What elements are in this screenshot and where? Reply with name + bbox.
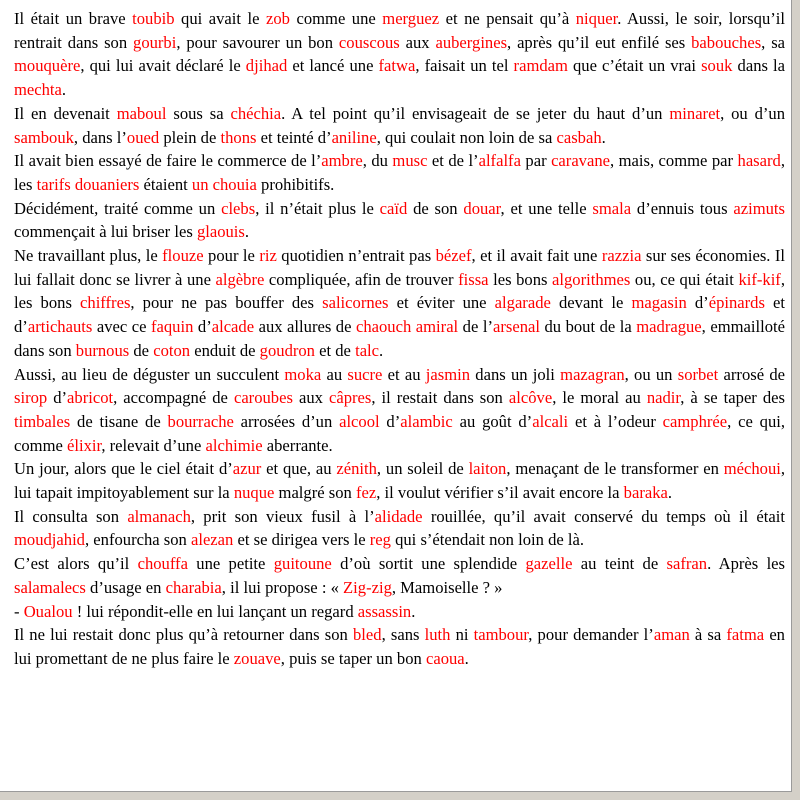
text-run: , il n’était plus le (255, 198, 380, 218)
text-run: ! lui répondit-elle en lui lançant un regard (72, 601, 358, 621)
highlighted-word: zouave (233, 648, 281, 668)
highlighted-word: talc (355, 340, 380, 360)
text-run: Aussi, au lieu de déguster un succulent (14, 364, 285, 384)
highlighted-word: razzia (601, 246, 642, 266)
paragraph (14, 552, 785, 599)
highlighted-word: alcade (211, 317, 255, 337)
text-run: commençait à lui briser les (14, 222, 197, 242)
highlighted-word: sorbet (677, 364, 719, 384)
text-run: . (61, 80, 67, 100)
text-run: . (464, 648, 469, 668)
text-run: , le moral au (552, 388, 647, 408)
highlighted-word: baraka (623, 483, 668, 503)
highlighted-word: glaouis (196, 222, 245, 242)
text-run: de son (407, 198, 464, 218)
text-run: - (14, 601, 24, 621)
text-run: , pour ne pas bouffer des (130, 293, 323, 313)
text-run: aux allures de (254, 317, 356, 337)
highlighted-word: alambic (400, 411, 453, 431)
paragraph (14, 600, 785, 624)
text-run: ni (450, 625, 474, 645)
highlighted-word: coton (153, 340, 191, 360)
text-run: arrosé de (718, 364, 785, 384)
highlighted-word: kif-kif (738, 269, 781, 289)
text-run: , ce qui, comme (14, 411, 786, 455)
highlighted-word: arsenal (492, 317, 540, 337)
highlighted-word: artichauts (27, 317, 93, 337)
text-run: d’ (193, 317, 212, 337)
highlighted-word: tambour (473, 625, 529, 645)
highlighted-word: souk (701, 56, 733, 76)
highlighted-word: douar (463, 198, 501, 218)
text-run: , sa (761, 32, 786, 52)
text-run: , après qu’il eut enfilé ses (507, 32, 692, 52)
highlighted-word: babouches (691, 32, 762, 52)
text-run: , sans (381, 625, 425, 645)
highlighted-word: ramdam (513, 56, 568, 76)
text-run: , il voulut vérifier s’il avait encore la (376, 483, 624, 503)
text-run: et d’ (14, 293, 786, 337)
highlighted-word: algorithmes (552, 269, 631, 289)
highlighted-word: sucre (347, 364, 383, 384)
text-run: , du (362, 151, 393, 171)
vertical-scrollbar-edge[interactable] (792, 0, 800, 800)
highlighted-word: aubergines (435, 32, 508, 52)
text-run: Il consulta son (14, 506, 128, 526)
text-run: dans la (732, 56, 785, 76)
highlighted-word: faquin (150, 317, 194, 337)
text-run: et de (314, 340, 356, 360)
text-run: , menaçant de le transformer en (506, 459, 724, 479)
text-run: d’où sortit une splendide (331, 554, 526, 574)
text-run: , et une telle (500, 198, 593, 218)
text-run: les bons (488, 269, 553, 289)
text-run: , il restait dans son (371, 388, 509, 408)
text-run: , à se taper des (680, 388, 785, 408)
text-run: dans un joli (470, 364, 561, 384)
text-run: étaient (139, 174, 192, 194)
text-run: , ou d’un (720, 103, 786, 123)
highlighted-word: algèbre (215, 269, 265, 289)
text-run: devant le (550, 293, 632, 313)
highlighted-word: élixir (67, 435, 102, 455)
text-run: , lui tapait impitoyablement sur la (14, 459, 786, 503)
highlighted-word: oued (126, 127, 160, 147)
text-run: au teint de (572, 554, 667, 574)
text-run: de (129, 340, 154, 360)
highlighted-word: caroubes (233, 388, 293, 408)
text-run: et éviter une (388, 293, 495, 313)
highlighted-word: salicornes (322, 293, 389, 313)
highlighted-word: merguez (382, 9, 440, 28)
highlighted-word: goudron (259, 340, 315, 360)
highlighted-word: gourbi (133, 32, 177, 52)
text-run: C’est alors qu’il (14, 554, 138, 574)
paragraph (14, 457, 785, 504)
highlighted-word: madrague (636, 317, 702, 337)
text-run: de l’ (458, 317, 493, 337)
text-run: et teinté d’ (256, 127, 332, 147)
text-run: et de l’ (427, 151, 479, 171)
text-run: , puis se taper un bon (280, 648, 426, 668)
text-run: , accompagné de (113, 388, 234, 408)
text-run: avec ce (92, 317, 151, 337)
highlighted-word: almanach (127, 506, 191, 526)
paragraph (14, 363, 785, 458)
text-run: rouillée, qu’il avait conservé du temps où il était (422, 506, 785, 526)
highlighted-word: salamalecs (14, 577, 86, 597)
highlighted-word: ambre (321, 151, 363, 171)
highlighted-word: Zig-zig (343, 577, 392, 597)
highlighted-word: méchoui (723, 459, 781, 479)
highlighted-word: charabia (165, 577, 222, 597)
highlighted-word: mazagran (560, 364, 625, 384)
highlighted-word: hasard (737, 151, 781, 171)
text-run: qui s’étendait non loin de là. (390, 530, 585, 550)
highlighted-word: zénith (336, 459, 377, 479)
text-run: au (321, 364, 348, 384)
highlighted-word: caïd (379, 198, 408, 218)
text-run: pour le (203, 246, 260, 266)
text-run: Il en devenait (14, 103, 117, 123)
text-run: . (411, 601, 416, 621)
highlighted-word: minaret (669, 103, 721, 123)
text-run: ou, ce qui était (630, 269, 739, 289)
text-run: et que, au (261, 459, 337, 479)
highlighted-word: azur (232, 459, 262, 479)
highlighted-word: safran (666, 554, 708, 574)
text-run: et au (382, 364, 426, 384)
highlighted-word: magasin (631, 293, 687, 313)
highlighted-word: luth (424, 625, 451, 645)
text-run: d’ (47, 388, 68, 408)
text-run: , un soleil de (376, 459, 469, 479)
highlighted-word: zob (266, 9, 290, 28)
text-run: compliquée, afin de trouver (264, 269, 459, 289)
text-run: . (667, 483, 673, 503)
highlighted-word: niquer (575, 9, 618, 28)
paragraph (14, 244, 785, 363)
text-run: du bout de la (539, 317, 637, 337)
highlighted-word: alcôve (508, 388, 553, 408)
text-run: , pour demander l’ (528, 625, 654, 645)
highlighted-word: chéchia (230, 103, 282, 123)
paragraph (14, 7, 785, 102)
highlighted-word: djihad (245, 56, 288, 76)
text-run: , mais, comme par (610, 151, 738, 171)
text-run: Il avait bien essayé de faire le commerce de l’ (14, 151, 322, 171)
text-run: à sa (689, 625, 727, 645)
text-run: d’ (379, 411, 401, 431)
text-run: en lui promettant de ne plus faire le (14, 625, 785, 668)
text-run: d’ennuis tous (631, 198, 734, 218)
highlighted-word: câpres (328, 388, 372, 408)
highlighted-word: nadir (646, 388, 681, 408)
text-run: , faisait un tel (415, 56, 514, 76)
text-run: comme une (289, 9, 383, 28)
text-run: d’ (686, 293, 709, 313)
highlighted-word: clebs (221, 198, 256, 218)
text-run: prohibitifs. (256, 174, 335, 194)
highlighted-word: smala (592, 198, 632, 218)
highlighted-word: alezan (190, 530, 234, 550)
highlighted-word: bled (353, 625, 382, 645)
text-run: arrosées d’un (233, 411, 340, 431)
highlighted-word: tarifs douaniers (36, 174, 140, 194)
highlighted-word: alchimie (205, 435, 263, 455)
highlighted-word: caravane (551, 151, 611, 171)
paragraph (14, 149, 785, 196)
highlighted-word: mouquère (14, 56, 81, 76)
highlighted-word: aman (653, 625, 690, 645)
highlighted-word: guitoune (273, 554, 332, 574)
text-run: et à l’odeur (568, 411, 663, 431)
text-run: , Mamoiselle ? » (391, 577, 503, 597)
highlighted-word: riz (259, 246, 277, 266)
text-run: malgré son (274, 483, 356, 503)
text-run: Il ne lui restait donc plus qu’à retourner dans son (14, 625, 353, 645)
text-run: , il lui propose : « (221, 577, 344, 597)
highlighted-word: musc (392, 151, 428, 171)
text-run: Il était un brave (14, 9, 133, 28)
highlighted-word: Oualou (23, 601, 73, 621)
highlighted-word: azimuts (733, 198, 785, 218)
text-run: et ne pensait qu’à (439, 9, 576, 28)
text-run: et lancé une (287, 56, 379, 76)
text-run: . (379, 340, 384, 360)
highlighted-word: chiffres (80, 293, 131, 313)
text-run: aux (399, 32, 436, 52)
highlighted-word: chaouch (355, 317, 412, 337)
text-run: Un jour, alors que le ciel était d’ (14, 459, 233, 479)
highlighted-word: burnous (75, 340, 130, 360)
highlighted-word: aniline (331, 127, 377, 147)
highlighted-word: alidade (374, 506, 423, 526)
text-run: de tisane de (70, 411, 168, 431)
text-run: , emmailloté dans son (14, 317, 785, 360)
paragraph (14, 197, 785, 244)
paragraph (14, 623, 785, 670)
text-run: Ne travaillant plus, le (14, 246, 163, 266)
text-run: , dans l’ (73, 127, 127, 147)
highlighted-word: caoua (425, 648, 465, 668)
text-run: sur ses économies. Il lui fallait donc se livrer à une (14, 246, 786, 289)
text-run: d’usage en (85, 577, 166, 597)
text-run: . Après les (707, 554, 786, 574)
text-run: , ou un (624, 364, 678, 384)
highlighted-word: timbales (14, 411, 71, 431)
highlighted-word: alcool (339, 411, 380, 431)
text-run: , pour savourer un bon (176, 32, 339, 52)
highlighted-word: camphrée (662, 411, 728, 431)
highlighted-word: abricot (67, 388, 114, 408)
highlighted-word: couscous (338, 32, 400, 52)
text-run: au goût d’ (452, 411, 533, 431)
highlighted-word: alcali (532, 411, 569, 431)
text-run: sous sa (166, 103, 231, 123)
text-run: , les bons (14, 269, 785, 313)
horizontal-scrollbar-edge[interactable] (0, 792, 800, 800)
text-run: qui avait le (174, 9, 266, 28)
text-run: enduit de (190, 340, 260, 360)
text-run: , prit son vieux fusil à l’ (190, 506, 375, 526)
text-run: . Aussi, le soir, lorsqu’il rentrait dans son (14, 9, 785, 52)
highlighted-word: casbah (556, 127, 602, 147)
paragraph (14, 102, 785, 149)
text-run: aberrante. (262, 435, 333, 455)
highlighted-word: fez (355, 483, 377, 503)
text-run: , les (14, 151, 785, 194)
text-run: , enfourcha son (84, 530, 191, 550)
text-run: . A tel point qu’il envisageait de se jeter du haut d’un (281, 103, 670, 123)
highlighted-word: sambouk (14, 127, 74, 147)
highlighted-word: toubib (132, 9, 175, 28)
text-run: , qui lui avait déclaré le (80, 56, 246, 76)
text-run: . (244, 222, 250, 242)
text-run: et se dirigea vers le (233, 530, 370, 550)
highlighted-word: bézef (435, 246, 472, 266)
highlighted-word: moka (284, 364, 322, 384)
text-run: , relevait d’une (101, 435, 206, 455)
highlighted-word: assassin (357, 601, 412, 621)
highlighted-word: mechta (14, 80, 62, 100)
text-run: , qui coulait non loin de sa (376, 127, 557, 147)
paragraph (14, 505, 785, 552)
highlighted-word: un chouia (191, 174, 257, 194)
highlighted-word: fatwa (378, 56, 416, 76)
highlighted-word: fissa (458, 269, 489, 289)
highlighted-word: flouze (162, 246, 204, 266)
highlighted-word: laiton (468, 459, 507, 479)
highlighted-word: alfalfa (478, 151, 521, 171)
highlighted-word: fatma (726, 625, 765, 645)
highlighted-word: maboul (116, 103, 167, 123)
highlighted-word: thons (220, 127, 257, 147)
highlighted-word: épinards (708, 293, 765, 313)
highlighted-word: algarade (494, 293, 551, 313)
highlighted-word: bourrache (167, 411, 234, 431)
highlighted-word: jasmin (425, 364, 471, 384)
highlighted-word: moudjahid (14, 530, 85, 550)
text-run: Décidément, traité comme un (14, 198, 222, 218)
text-run: , et il avait fait une (471, 246, 602, 266)
text-run: plein de (159, 127, 221, 147)
highlighted-word: nuque (233, 483, 275, 503)
text-run: quotidien n’entrait pas (276, 246, 436, 266)
highlighted-word: sirop (14, 388, 48, 408)
highlighted-word: reg (369, 530, 391, 550)
text-run: que c’était un vrai (567, 56, 702, 76)
highlighted-word: amiral (415, 317, 459, 337)
document-body (14, 7, 785, 671)
highlighted-word: chouffa (137, 554, 188, 574)
text-run: aux (292, 388, 329, 408)
text-run: une petite (187, 554, 274, 574)
highlighted-word: gazelle (525, 554, 573, 574)
text-run: . (601, 127, 606, 147)
text-run: par (520, 151, 552, 171)
